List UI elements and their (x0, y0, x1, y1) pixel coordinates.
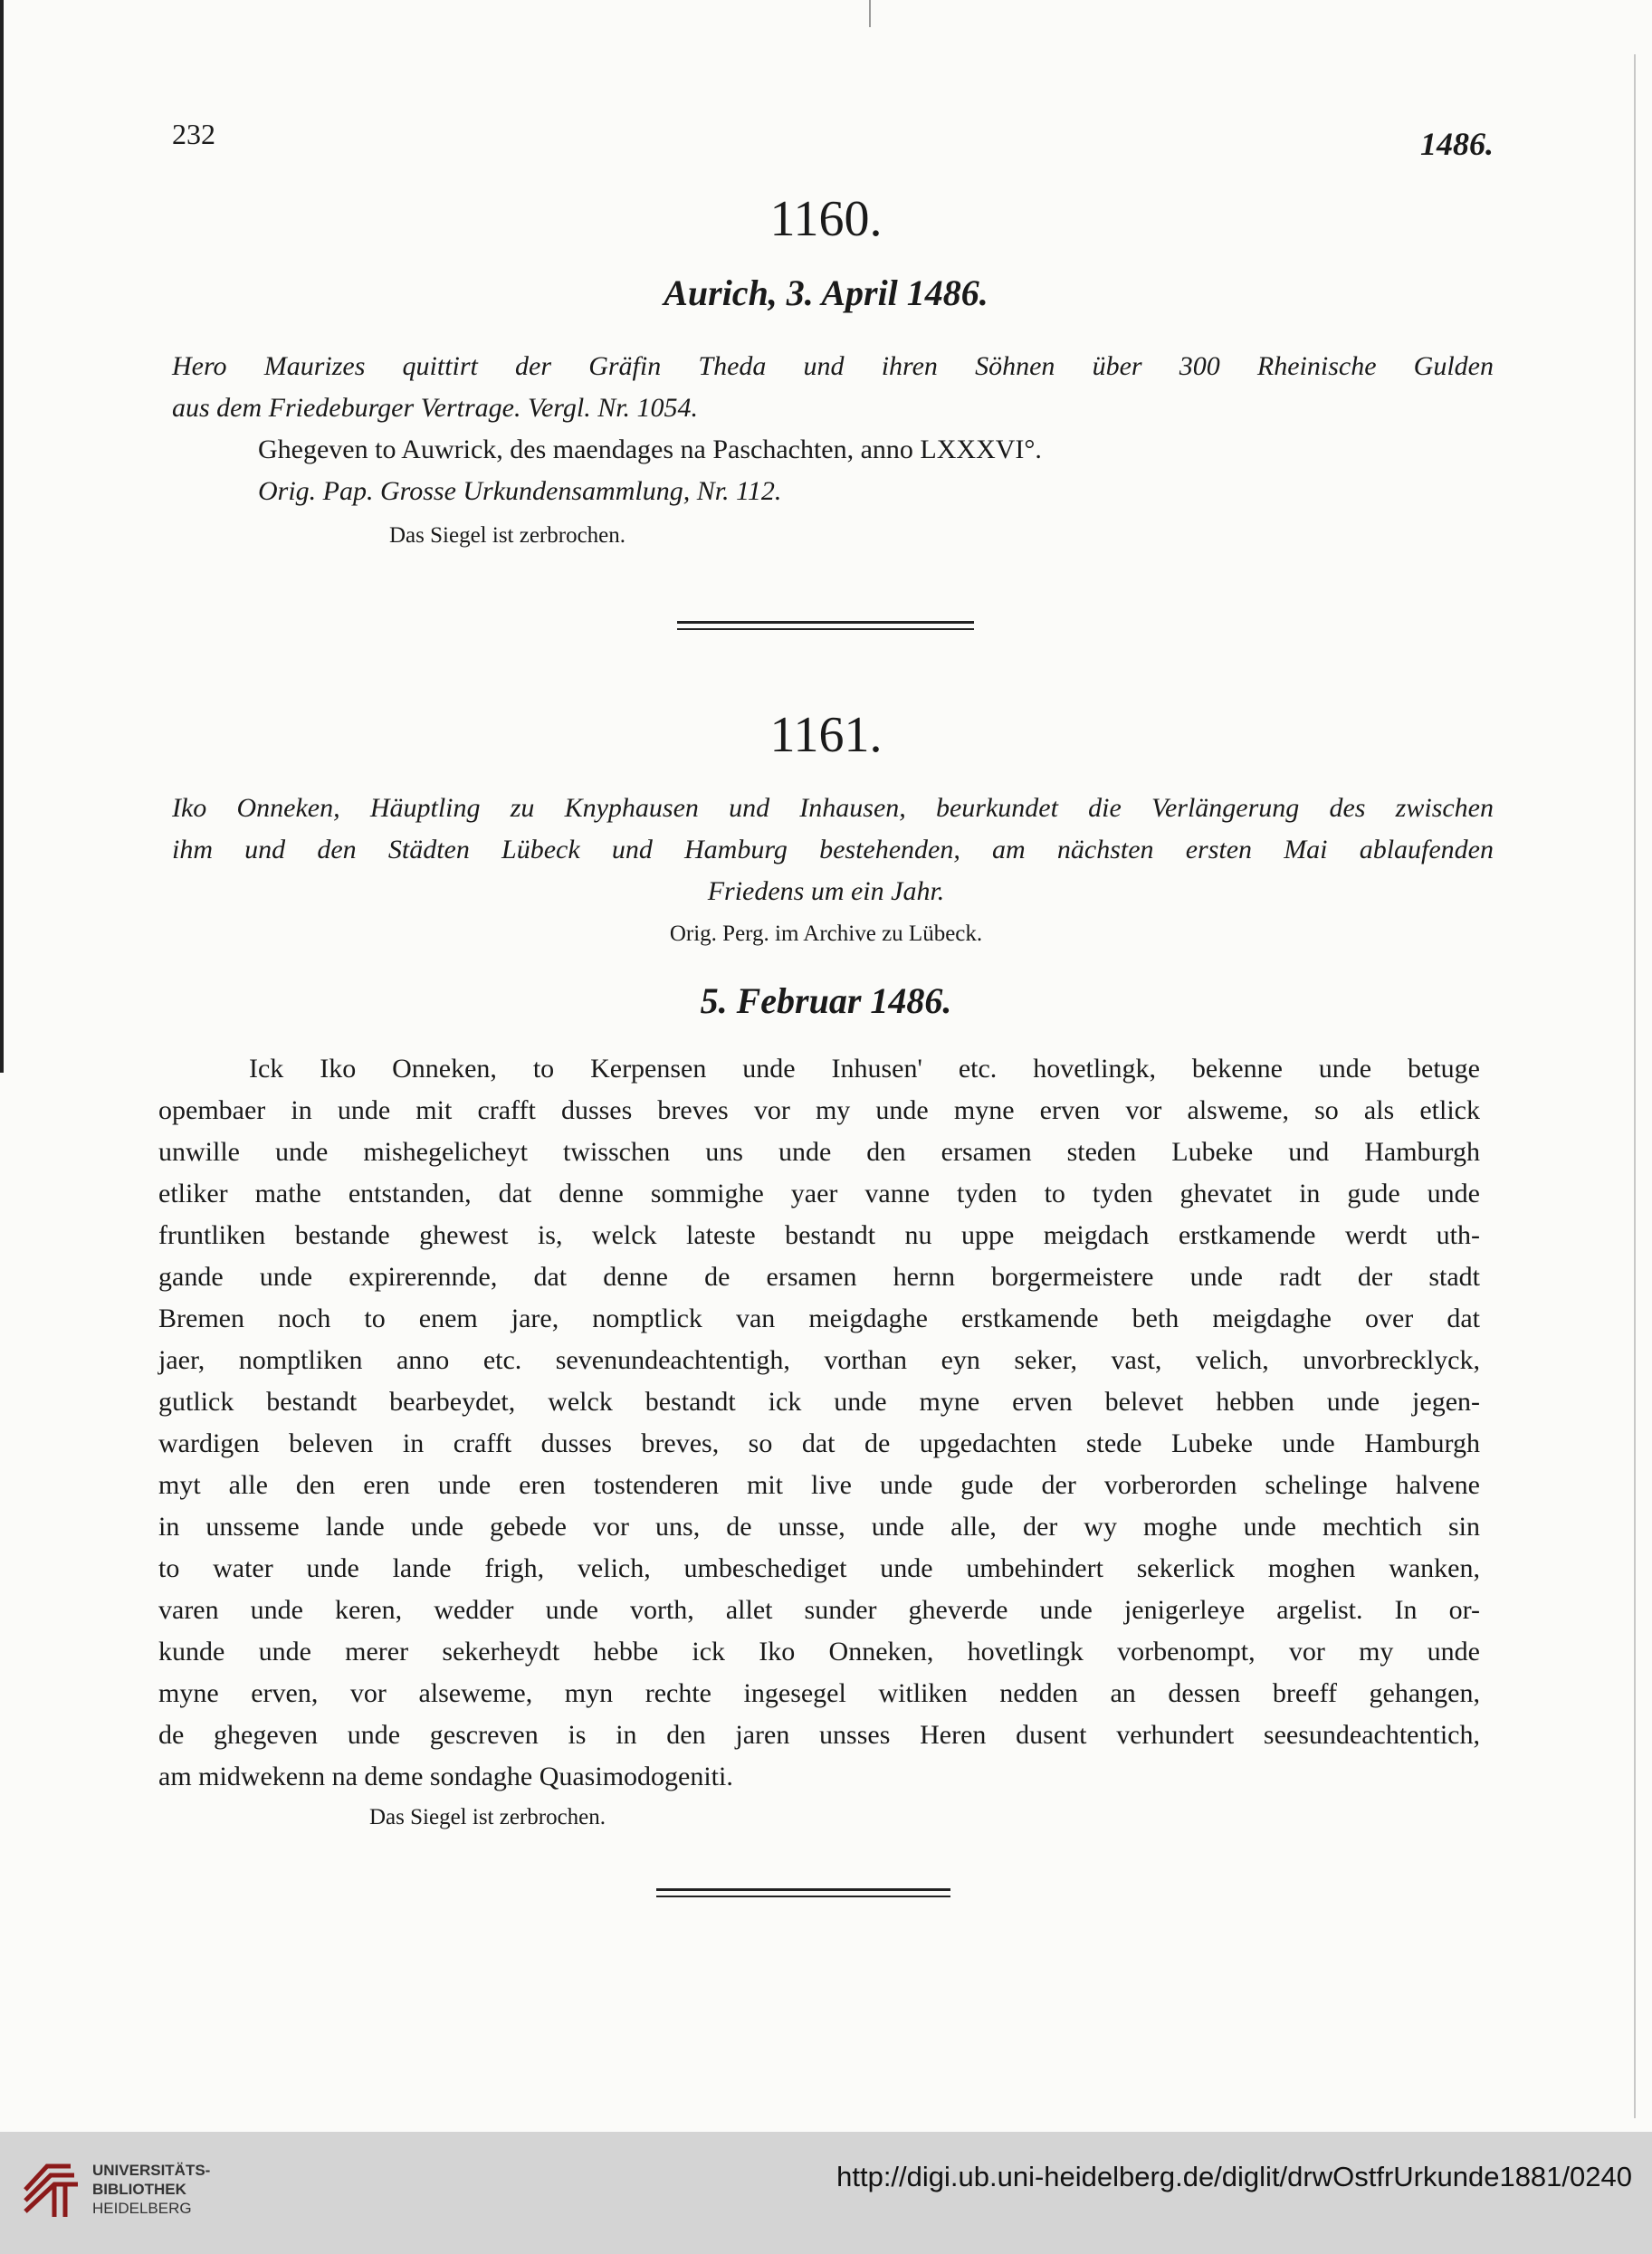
place-date-1160: Aurich, 3. April 1486. (664, 272, 988, 313)
separator-rule (656, 1896, 950, 1897)
charter-line: Bremen noch to enem jare, nomptlick van meigdaghe erstkamende beth meigdaghe over dat (158, 1304, 1480, 1333)
document-number-1160: 1160. (769, 191, 883, 247)
charter-line: myt alle den eren unde eren tostenderen mit live unde gude der vorberorden schelinge halvene (158, 1470, 1480, 1500)
summary-1160-line-2: aus dem Friedeburger Vertrage. Vergl. Nr. 1054. (172, 393, 699, 423)
charter-line: varen unde keren, wedder unde vorth, allet sunder gheverde unde jenigerleye argelist. In or- (158, 1595, 1480, 1625)
summary-1161-line-3: Friedens um ein Jahr. (707, 876, 945, 906)
charter-line: to water unde lande frigh, velich, umbeschediget unde umbehindert sekerlick moghen wanken, (158, 1553, 1480, 1583)
seal-note-1161: Das Siegel ist zerbrochen. (369, 1805, 606, 1829)
charter-line: kunde unde merer sekerheydt hebbe ick Iko Onneken, hovetlingk vorbenompt, vor my unde (158, 1637, 1480, 1667)
scan-right-border (1634, 54, 1636, 2118)
charter-line: unwille unde mishegelicheyt twisschen uns unde den ersamen steden Lubeke und Hamburgh (158, 1137, 1480, 1167)
charter-line: gutlick bestandt bearbeydet, welck bestandt ick unde myne erven belevet hebben unde jegen- (158, 1387, 1480, 1417)
running-head-year: 1486. (1420, 126, 1494, 162)
charter-line: opembaer in unde mit crafft dusses breves vor my unde myne erven vor alsweme, so als etlick (158, 1095, 1480, 1125)
source-1160: Orig. Pap. Grosse Urkundensammlung, Nr. 112. (258, 476, 782, 506)
library-name-line: HEIDELBERG (92, 2200, 192, 2217)
charter-line: in unsseme lande unde gebede vor uns, de unsse, unde alle, der wy moghe unde mechtich sin (158, 1512, 1480, 1542)
source-1161: Orig. Perg. im Archive zu Lübeck. (669, 922, 983, 946)
source-url-link[interactable]: http://digi.ub.uni-heidelberg.de/diglit/drwOstfrUrkunde1881/0240 (836, 2161, 1632, 2192)
summary-1160-line-1: Hero Maurizes quittirt der Gräfin Theda und ihren Söhnen über 300 Rheinische Gulden (172, 351, 1494, 381)
charter-line: gande unde expirerennde, dat denne de ersamen hernn borgermeistere unde radt der stadt (158, 1262, 1480, 1292)
page-number: 232 (172, 118, 215, 150)
charter-line: Ick Iko Onneken, to Kerpensen unde Inhusen' etc. hovetlingk, bekenne unde betuge (249, 1054, 1480, 1084)
charter-line: etliker mathe entstanden, dat denne sommighe yaer vanne tyden to tyden ghevatet in gude unde (158, 1179, 1480, 1208)
university-library-logo-icon (18, 2154, 89, 2224)
scan-edge-line (869, 0, 871, 27)
document-number-1161: 1161. (769, 707, 883, 763)
charter-line: am midwekenn na deme sondaghe Quasimodogeniti. (158, 1762, 733, 1791)
viewer-footer (0, 2132, 1652, 2254)
library-name (92, 2161, 210, 2218)
seal-note-1160: Das Siegel ist zerbrochen. (389, 523, 626, 548)
separator-rule (656, 1888, 950, 1891)
charter-line: fruntliken bestande ghewest is, welck lateste bestandt nu uppe meigdach erstkamende werdt uth- (158, 1220, 1480, 1250)
charter-line: jaer, nomptliken anno etc. sevenundeachtentigh, vorthan eyn seker, vast, velich, unvorbrecklyck, (158, 1345, 1480, 1375)
separator-rule (677, 628, 974, 630)
library-name-line: UNIVERSITÄTS- (92, 2162, 211, 2179)
date-1161: 5. Februar 1486. (700, 980, 952, 1021)
charter-text-1161 (158, 1048, 1480, 1798)
charter-line: myne erven, vor alseweme, myn rechte ingesegel witliken nedden an dessen breeff gehangen, (158, 1678, 1480, 1708)
text-1160: Ghegeven to Auwrick, des maendages na Paschachten, anno LXXXVI°. (258, 435, 1042, 464)
separator-rule (677, 621, 974, 624)
summary-1161-line-2: ihm und den Städten Lübeck und Hamburg bestehenden, am nächsten ersten Mai ablaufenden (172, 835, 1494, 864)
charter-line: de ghegeven unde gescreven is in den jaren unsses Heren dusent verhundert seesundeachtentich, (158, 1720, 1480, 1750)
charter-line: wardigen beleven in crafft dusses breves, so dat de upgedachten stede Lubeke unde Hamburgh (158, 1428, 1480, 1458)
summary-1161-line-1: Iko Onneken, Häuptling zu Knyphausen und Inhausen, beurkundet die Verlängerung des zwischen (172, 793, 1494, 823)
library-name-line: BIBLIOTHEK (92, 2181, 186, 2198)
